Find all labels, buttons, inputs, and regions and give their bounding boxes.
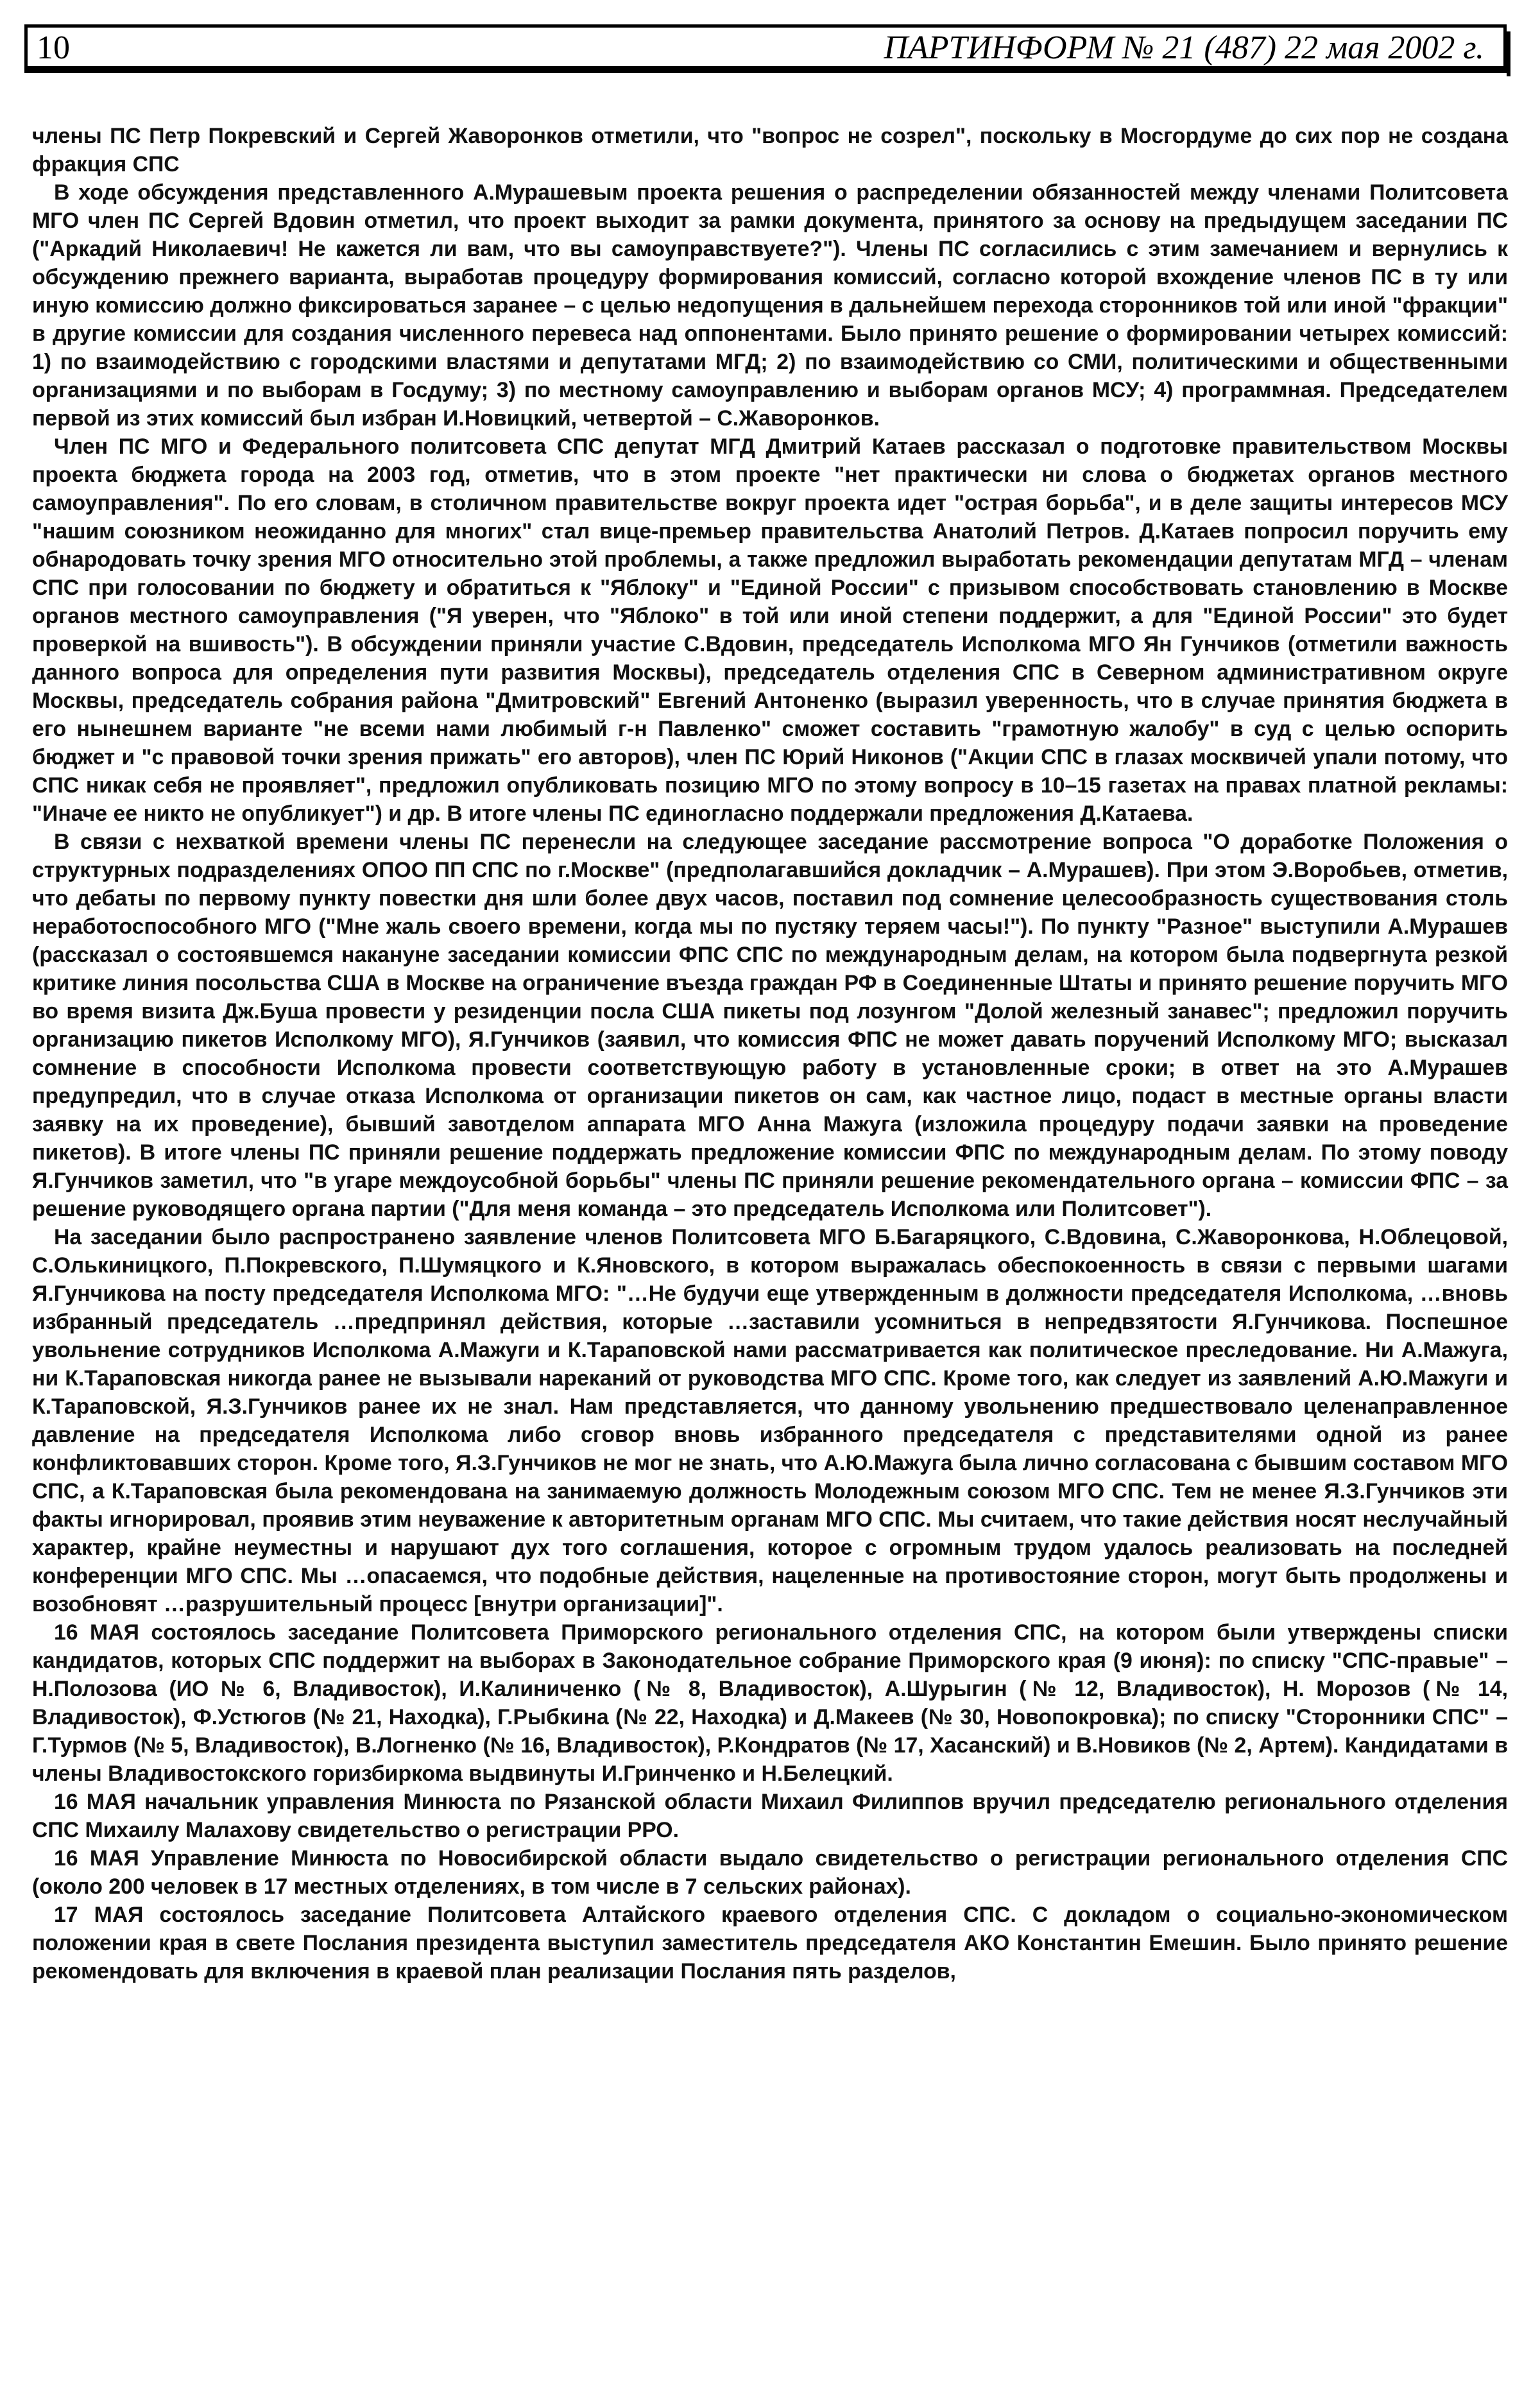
news-item-paragraph: 17 МАЯ состоялось заседание Политсовета Алтайского краевого отделения СПС. С докладом о социально-экономическом положении края в свете Послания президента выступил заместитель председателя АКО Константин Емешин. Было принято решение рекомендовать для включения в краевой план реализации Послания пять разделов, (32, 1903, 1508, 1984)
issue-title: ПАРТИНФОРМ № 21 (487) 22 мая 2002 г. (884, 30, 1484, 66)
header-shadow (1507, 31, 1510, 76)
page-header (24, 24, 1507, 69)
article-paragraph: На заседании было распространено заявление членов Политсовета МГО Б.Багаряцкого, С.Вдовина, С.Жаворонкова, Н.Облецовой, С.Олькиницкого, П.Покревского, П.Шумяцкого и К.Яновского, в котором выражалась обеспокоенность в связи с первыми шагами Я.Гунчикова на посту председателя Исполкома МГО: "…Не будучи еще утвержденным в должности председателя Исполкома, …вновь избранный председатель …предпринял действия, которые …заставили усомниться в непредвзятости Я.Гунчикова. Поспешное увольнение сотрудников Исполкома А.Мажуги и К.Тараповской нами рассматривается как политическое преследование. Ни А.Мажуга, ни К.Тараповская никогда ранее не вызывали нареканий от руководства МГО СПС. Кроме того, как следует из заявлений А.Ю.Мажуги и К.Тараповской, Я.З.Гунчиков ранее их не знал. Нам представляется, что данному увольнению предшествовало целенаправленное давление на председателя Исполкома либо сговор вновь избранного председателя с представителями одной из ранее конфликтовавших сторон. Кроме того, Я.З.Гунчиков не мог не знать, что А.Ю.Мажуга была лично согласована с бывшим составом МГО СПС, а К.Тараповская была рекомендована на занимаемую должность Молодежным союзом МГО СПС. Тем не менее Я.З.Гунчиков эти факты игнорировал, проявив этим неуважение к авторитетным органам МГО СПС. Мы считаем, что такие действия носят неслучайный характер, крайне неуместны и нарушают дух того соглашения, которое с огромным трудом удалось реализовать на последней конференции МГО СПС. Мы …опасаемся, что подобные действия, нацеленные на противостояние сторон, могут быть продолжены и возобновят …разрушительный процесс [внутри организации]". (32, 1225, 1508, 1616)
news-item-paragraph: 16 МАЯ Управление Минюста по Новосибирской области выдало свидетельство о регистрации регионального отделения СПС (около 200 человек в 17 местных отделениях, в том числе в 7 сельских районах). (32, 1846, 1508, 1899)
page-number: 10 (37, 30, 70, 66)
article-paragraph: В связи с нехваткой времени члены ПС перенесли на следующее заседание рассмотрение вопроса "О доработке Положения о структурных подразделениях ОПОО ПП СПС по г.Москве" (предполагавшийся докладчик – А.Мурашев). При этом Э.Воробьев, отметив, что дебаты по первому пункту повестки дня шли более двух часов, поставил под сомнение целесообразность существования столь неработоспособного МГО ("Мне жаль своего времени, когда мы по пустяку теряем часы!"). По пункту "Разное" выступили А.Мурашев (рассказал о состоявшемся накануне заседании комиссии ФПС СПС по международным делам, на котором была подвергнута резкой критике линия посольства США в Москве на ограничение въезда граждан РФ в Соединенные Штаты и принято решение поручить МГО во время визита Дж.Буша провести у резиденции посла США пикеты под лозунгом "Долой железный занавес"; предложил поручить организацию пикетов Исполкому МГО), Я.Гунчиков (заявил, что комиссия ФПС не может давать поручений Исполкому МГО; высказал сомнение в способности Исполкома провести соответствующую работу в установленные сроки; в ответ на это А.Мурашев предупредил, что в случае отказа Исполкома от организации пикетов он сам, как частное лицо, подаст в местные органы власти заявку на их проведение), бывший завотделом аппарата МГО Анна Мажуга (изложила процедуру подачи заявки на проведение пикетов). В итоге члены ПС приняли решение поддержать предложение комиссии ФПС по международным делам. По этому поводу Я.Гунчиков заметил, что "в угаре междоусобной борьбы" члены ПС приняли решение рекомендательного органа – комиссии ФПС – за решение руководящего органа партии ("Для меня команда – это председатель Исполкома или Политсовет"). (32, 830, 1508, 1221)
article-paragraph: Член ПС МГО и Федерального политсовета СПС депутат МГД Дмитрий Катаев рассказал о подготовке правительством Москвы проекта бюджета города на 2003 год, отметив, что в этом проекте "нет практически ни слова о бюджетах органов местного самоуправления". По его словам, в столичном правительстве вокруг проекта идет "острая борьба", и в деле защиты интересов МСУ "нашим союзником неожиданно для многих" стал вице-премьер правительства Анатолий Петров. Д.Катаев попросил поручить ему обнародовать точку зрения МГО относительно этой проблемы, а также предложил выработать рекомендации депутатам МГД – членам СПС при голосовании по бюджету и обратиться к "Яблоку" и "Единой России" с призывом способствовать становлению в Москве органов местного самоуправления ("Я уверен, что "Яблоко" в той или иной степени поддержит, а для "Единой России" это будет проверкой на вшивость"). В обсуждении приняли участие С.Вдовин, председатель Исполкома МГО Ян Гунчиков (отметили важность данного вопроса для определения пути развития Москвы), председатель отделения СПС в Северном административном округе Москвы, председатель собрания района "Дмитровский" Евгений Антоненко (выразил уверенность, что в случае принятия бюджета в его нынешнем варианте "не всеми нами любимый г-н Павленко" сможет составить "грамотную жалобу" в суд с целью оспорить бюджет и "с правовой точки зрения прижать" его авторов), член ПС Юрий Никонов ("Акции СПС в глазах москвичей упали потому, что СПС никак себя не проявляет", предложил опубликовать позицию МГО по этому вопросу в 10–15 газетах на правах платной рекламы: "Иначе ее никто не опубликует") и др. В итоге члены ПС единогласно поддержали предложения Д.Катаева. (32, 434, 1508, 826)
news-item-paragraph: 16 МАЯ начальник управления Минюста по Рязанской области Михаил Филиппов вручил председателю регионального отделения СПС Михаилу Малахову свидетельство о регистрации РРО. (32, 1790, 1508, 1842)
article-body (32, 122, 1508, 1985)
news-item-paragraph: 16 МАЯ состоялось заседание Политсовета Приморского регионального отделения СПС, на котором были утверждены списки кандидатов, которых СПС поддержит на выборах в Законодательное собрание Приморского края (9 июня): по списку "СПС-правые" – Н.Полозова (ИО № 6, Владивосток), И.Калиниченко (№ 8, Владивосток), А.Шурыгин (№ 12, Владивосток), Н. Морозов (№ 14, Владивосток), Ф.Устюгов (№ 21, Находка), Г.Рыбкина (№ 22, Находка) и Д.Макеев (№ 30, Новопокровка); по списку "Сторонники СПС" – Г.Турмов (№ 5, Владивосток), В.Логненко (№ 16, Владивосток), Р.Кондратов (№ 17, Хасанский) и В.Новиков (№ 2, Артем). Кандидатами в члены Владивостокского горизбиркома выдвинуты И.Гринченко и Н.Белецкий. (32, 1620, 1508, 1786)
article-paragraph: В ходе обсуждения представленного А.Мурашевым проекта решения о распределении обязанностей между членами Политсовета МГО член ПС Сергей Вдовин отметил, что проект выходит за рамки документа, принятого за основу на предыдущем заседании ПС ("Аркадий Николаевич! Не кажется ли вам, что вы самоуправствуете?"). Члены ПС согласились с этим замечанием и вернулись к обсуждению прежнего варианта, выработав процедуру формирования комиссий, согласно которой вхождение членов ПС в ту или иную комиссию должно фиксироваться заранее – с целью недопущения в дальнейшем перехода сторонников той или иной "фракции" в другие комиссии для создания численного перевеса над оппонентами. Было принято решение о формировании четырех комиссий: 1) по взаимодействию с городскими властями и депутатами МГД; 2) по взаимодействию со СМИ, политическими и общественными организациями и по выборам в Госдуму; 3) по местному самоуправлению и выборам органов МСУ; 4) программная. Председателем первой из этих комиссий был избран И.Новицкий, четвертой – С.Жаворонков. (32, 180, 1508, 431)
article-paragraph: члены ПС Петр Покревский и Сергей Жаворонков отметили, что "вопрос не созрел", поскольку в Мосгордуме до сих пор не создана фракция СПС (32, 124, 1508, 176)
